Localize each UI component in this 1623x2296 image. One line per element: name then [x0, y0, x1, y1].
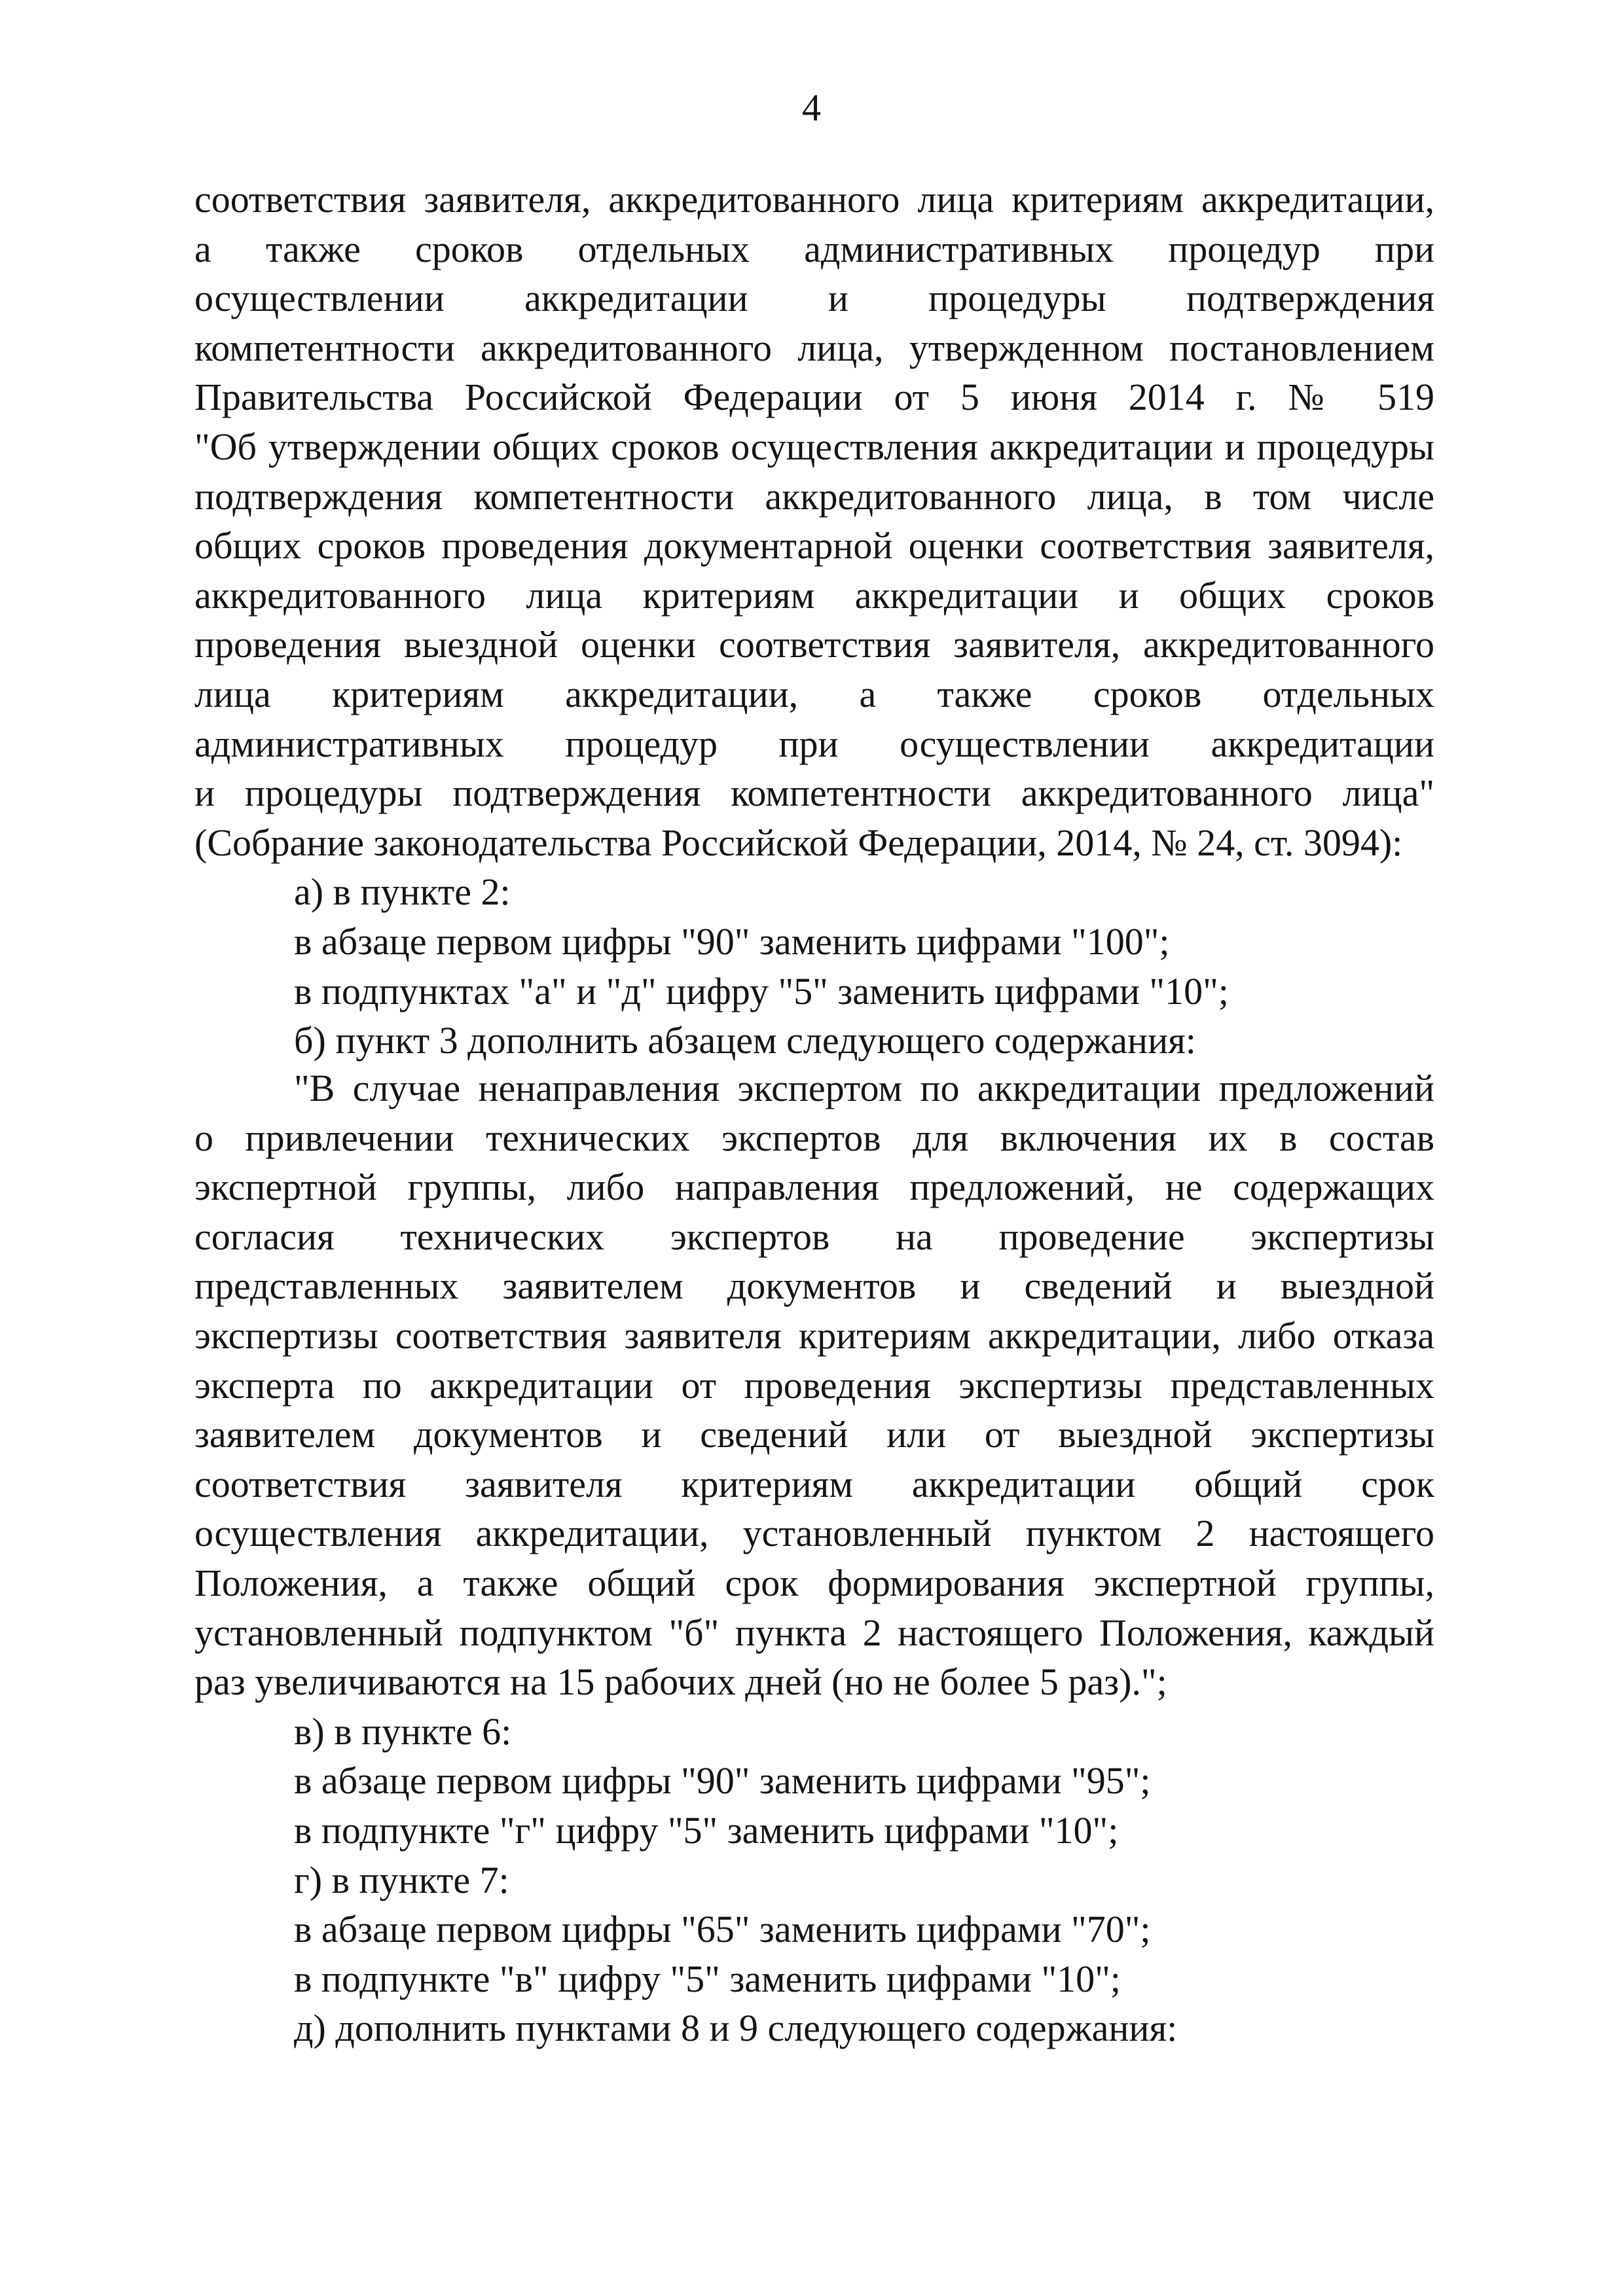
paragraph-line: Положения, а также общий срок формирования экспертной группы,: [194, 1561, 1434, 1604]
paragraph-line: согласия технических экспертов на проведение экспертизы: [194, 1215, 1434, 1258]
paragraph-line: административных процедур при осуществлении аккредитации: [194, 722, 1434, 765]
paragraph-line: осуществления аккредитации, установленный пунктом 2 настоящего: [194, 1512, 1434, 1555]
amendment-item: в) в пункте 6:: [294, 1710, 512, 1753]
paragraph-line-last: (Собрание законодательства Российской Федерации, 2014, № 24, ст. 3094):: [194, 821, 1403, 864]
amendment-item: в подпункте "в" цифру "5" заменить цифрами "10";: [294, 1957, 1121, 2000]
paragraph-line: Правительства Российской Федерации от 5 июня 2014 г. № 519: [194, 376, 1434, 419]
paragraph-line: экспертизы соответствия заявителя критериям аккредитации, либо отказа: [194, 1314, 1434, 1357]
document-body-upper: [194, 175, 1434, 1066]
amendment-item: б) пункт 3 дополнить абзацем следующего содержания:: [294, 1019, 1196, 1062]
paragraph-line: а также сроков отдельных административных процедур при: [194, 227, 1434, 270]
amendment-item: д) дополнить пунктами 8 и 9 следующего содержания:: [294, 2007, 1178, 2050]
amendments-list-1: [194, 867, 1434, 1065]
paragraph-line: "Об утверждении общих сроков осуществления аккредитации и процедуры: [194, 425, 1434, 468]
paragraph-line: эксперта по аккредитации от проведения экспертизы представленных: [194, 1363, 1434, 1407]
document-body-lower: [194, 1064, 1434, 2053]
amendments-list-2: [194, 1707, 1434, 2053]
paragraph-line: проведения выездной оценки соответствия заявителя, аккредитованного: [194, 623, 1434, 666]
amendment-item: в абзаце первом цифры "90" заменить цифрами "95";: [294, 1759, 1151, 1803]
paragraph-line: соответствия заявителя критериям аккредитации общий срок: [194, 1462, 1434, 1505]
paragraph-line-last: раз увеличиваются на 15 рабочих дней (но не более 5 раз).";: [194, 1660, 1167, 1704]
paragraph-line: общих сроков проведения документарной оценки соответствия заявителя,: [194, 524, 1434, 567]
paragraph-line: подтверждения компетентности аккредитованного лица, в том числе: [194, 475, 1434, 518]
paragraph-line: и процедуры подтверждения компетентности аккредитованного лица": [194, 772, 1434, 815]
paragraph-line: установленный подпунктом "б" пункта 2 настоящего Положения, каждый: [194, 1611, 1434, 1654]
paragraph-line: о привлечении технических экспертов для включения их в состав: [194, 1116, 1434, 1159]
amendment-item: а) в пункте 2:: [294, 870, 511, 914]
amendment-item: в абзаце первом цифры "65" заменить цифрами "70";: [294, 1908, 1151, 1951]
paragraph-line: соответствия заявителя, аккредитованного лица критериям аккредитации,: [194, 178, 1434, 221]
quoted-paragraph: [194, 1064, 1434, 1707]
paragraph-line: заявителем документов и сведений или от выездной экспертизы: [194, 1413, 1434, 1456]
paragraph-line: осуществлении аккредитации и процедуры подтверждения: [194, 277, 1434, 320]
opening-paragraph: [194, 175, 1434, 867]
paragraph-line: представленных заявителем документов и сведений и выездной: [194, 1265, 1434, 1308]
amendment-item: в абзаце первом цифры "90" заменить цифрами "100";: [294, 920, 1170, 963]
paragraph-line: компетентности аккредитованного лица, утвержденном постановлением: [194, 326, 1434, 369]
amendment-item: в подпункте "г" цифру "5" заменить цифрами "10";: [294, 1808, 1119, 1852]
page-number: 4: [802, 86, 821, 129]
paragraph-line: аккредитованного лица критериям аккредитации и общих сроков: [194, 573, 1434, 617]
paragraph-line: лица критериям аккредитации, а также сроков отдельных: [194, 672, 1434, 715]
paragraph-line: экспертной группы, либо направления предложений, не содержащих: [194, 1166, 1434, 1209]
amendment-item: в подпунктах "а" и "д" цифру "5" заменить цифрами "10";: [294, 969, 1229, 1013]
amendment-item: г) в пункте 7:: [294, 1858, 509, 1901]
paragraph-line: "В случае ненаправления экспертом по аккредитации предложений: [294, 1067, 1434, 1109]
